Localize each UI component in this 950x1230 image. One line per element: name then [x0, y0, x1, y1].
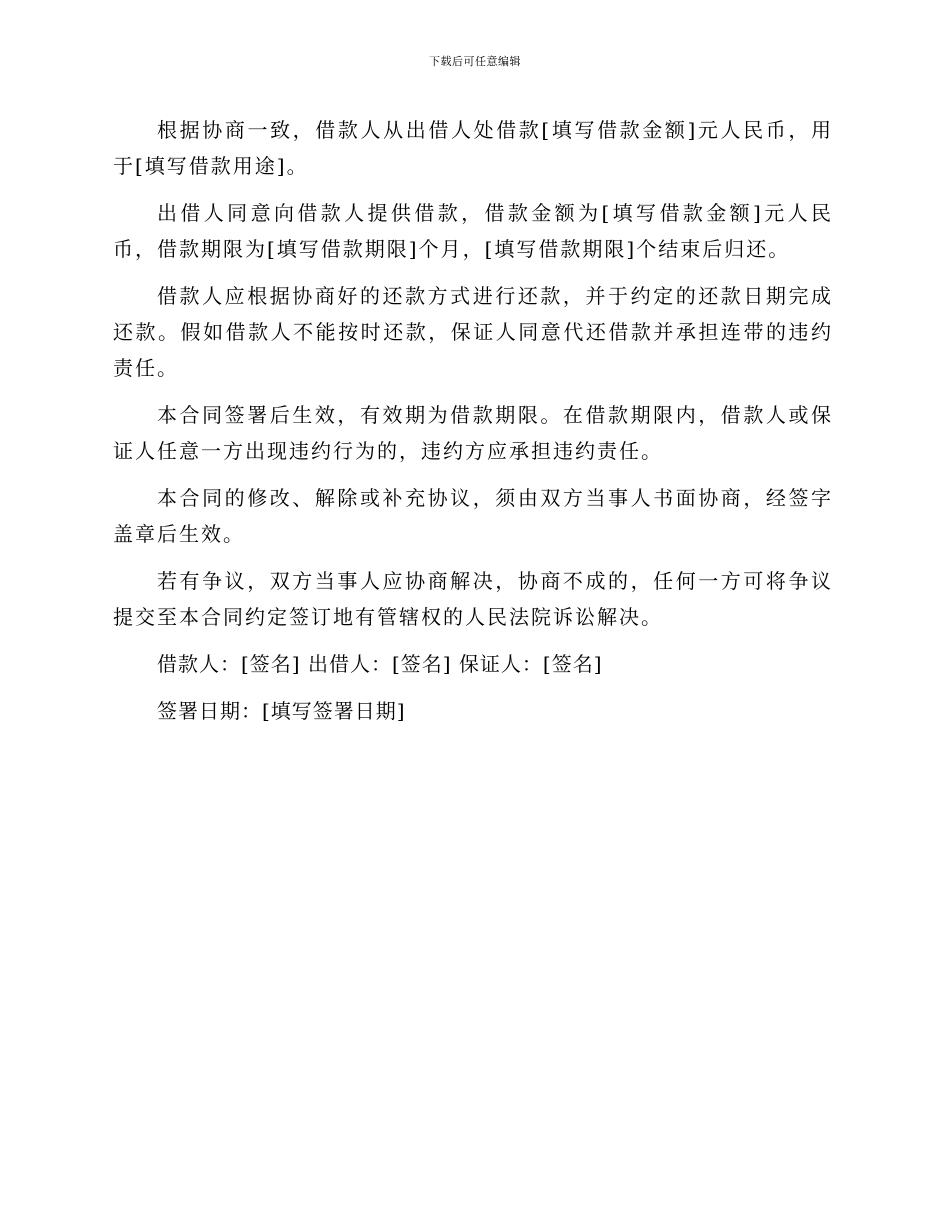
paragraph-effectiveness: 本合同签署后生效，有效期为借款期限。在借款期限内，借款人或保证人任意一方出现违约行为的，违约方应承担违约责任。 [113, 403, 833, 463]
paragraph-repayment: 借款人应根据协商好的还款方式进行还款，并于约定的还款日期完成还款。假如借款人不能按时还款，保证人同意代还借款并承担连带的违约责任。 [113, 284, 833, 380]
signing-date-line: 签署日期：[填写签署日期] [157, 699, 406, 723]
signature-line: 借款人：[签名] 出借人：[签名] 保证人：[签名] [157, 652, 603, 676]
document-body [113, 112, 833, 740]
header-note: 下载后可任意编辑 [429, 55, 521, 68]
paragraph-loan-amount-term: 出借人同意向借款人提供借款，借款金额为[填写借款金额]元人民币，借款期限为[填写借款期限]个月，[填写借款期限]个结束后归还。 [113, 201, 833, 261]
paragraph-loan-agreement: 根据协商一致，借款人从出借人处借款[填写借款金额]元人民币，用于[填写借款用途]。 [113, 118, 833, 178]
paragraph-dispute-resolution: 若有争议，双方当事人应协商解决，协商不成的，任何一方可将争议提交至本合同约定签订地有管辖权的人民法院诉讼解决。 [113, 569, 833, 629]
paragraph-amendment: 本合同的修改、解除或补充协议，须由双方当事人书面协商，经签字盖章后生效。 [113, 486, 833, 546]
